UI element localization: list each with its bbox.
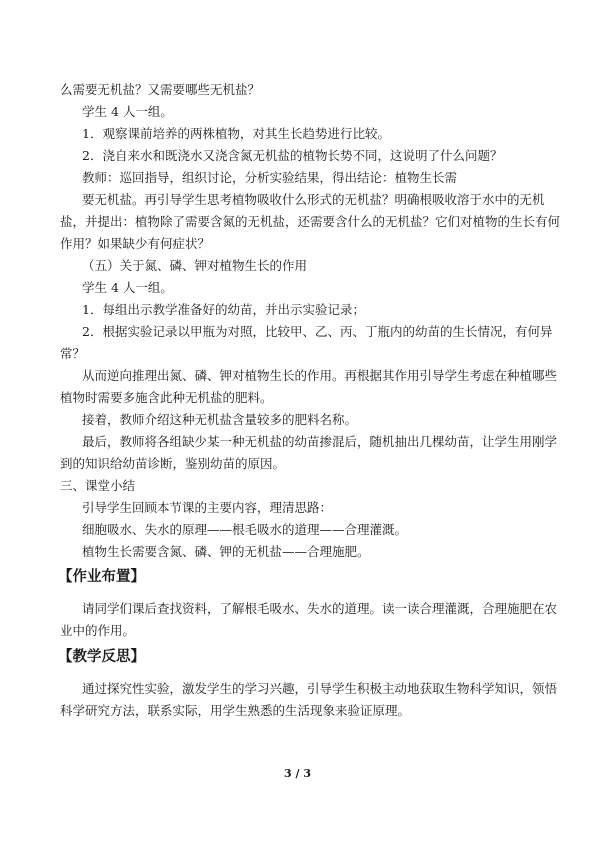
body-line: 2．根据实验记录以甲瓶为对照，比较甲、乙、丙、丁瓶内的幼苗的生长情况，有何异 — [82, 324, 553, 339]
body-line: 常？ — [60, 346, 86, 361]
body-line: 2．浇自来水和既浇水又浇含氮无机盐的植物长势不同，这说明了什么问题？ — [82, 148, 503, 163]
homework-line: 请同学们课后查找资料，了解根毛吸水、失水的道理。读一读合理灌溉，合理施肥在农 — [82, 601, 558, 616]
body-line: 植物时需要多施含此种无机盐的肥料。 — [60, 390, 273, 405]
body-line: 到的知识给幼苗诊断，鉴别幼苗的原因。 — [60, 456, 286, 471]
body-line: 细胞吸水、失水的原理——根毛吸水的道理——合理灌溉。 — [82, 522, 408, 537]
page-number: 3 / 3 — [284, 767, 311, 780]
body-line: 接着，教师介绍这种无机盐含量较多的肥料名称。 — [82, 412, 358, 427]
body-line: 要无机盐。再引导学生思考植物吸收什么形式的无机盐？明确根吸收溶于水中的无机 — [82, 192, 545, 207]
body-line: 学生 4 人一组。 — [82, 104, 173, 119]
reflection-heading: 【教学反思】 — [58, 649, 145, 665]
homework-line: 业中的作用。 — [60, 623, 136, 638]
body-line: 1．观察课前培养的两株植物，对其生长趋势进行比较。 — [82, 126, 390, 141]
section-heading: 三、课堂小结 — [60, 478, 136, 493]
reflection-line: 科学研究方法，联系实际，用学生熟悉的生活现象来验证原理。 — [60, 703, 411, 718]
reflection-line: 通过探究性实验，激发学生的学习兴趣，引导学生积极主动地获取生物科学知识，领悟 — [82, 681, 558, 696]
body-line: 学生 4 人一组。 — [82, 280, 173, 295]
homework-heading: 【作业布置】 — [58, 569, 145, 585]
body-line: 从而逆向推理出氮、磷、钾对植物生长的作用。再根据其作用引导学生考虑在种植哪些 — [82, 368, 558, 383]
body-line: 么需要无机盐？又需要哪些无机盐？ — [60, 82, 261, 97]
body-line: 植物生长需要含氮、磷、钾的无机盐——合理施肥。 — [82, 544, 370, 559]
body-line: 最后，教师将各组缺少某一种无机盐的幼苗掺混后，随机抽出几棵幼苗，让学生用刚学 — [82, 434, 558, 449]
body-line: 引导学生回顾本节课的主要内容，理清思路： — [82, 500, 333, 515]
body-line: 教师：巡回指导，组织讨论，分析实验结果，得出结论：植物生长需 — [82, 170, 458, 185]
body-line: 1．每组出示教学准备好的幼苗，并出示实验记录； — [82, 302, 365, 317]
section-subheading: （五）关于氮、磷、钾对植物生长的作用 — [82, 258, 308, 273]
body-line: 盐，并提出：植物除了需要含氮的无机盐，还需要含什么的无机盐？它们对植物的生长有何 — [60, 214, 561, 229]
body-line: 作用？如果缺少有何症状？ — [60, 236, 211, 251]
